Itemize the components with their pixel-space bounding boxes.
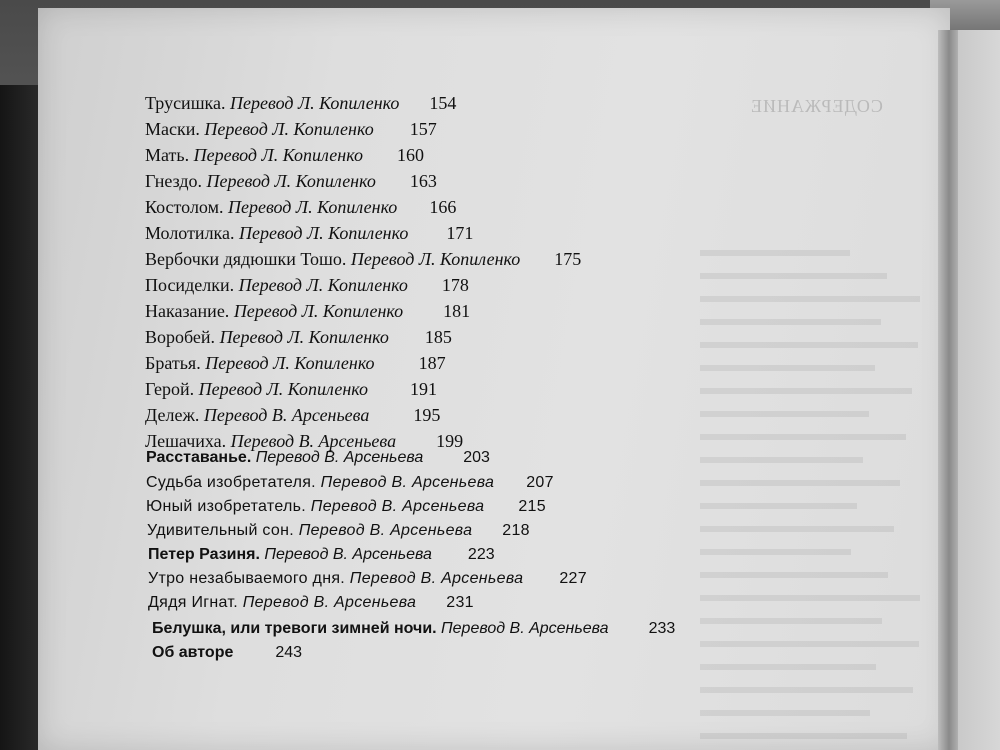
toc-entry-page-number: 199: [436, 431, 464, 451]
toc-entry: [145, 222, 473, 244]
toc-entry-translator: Перевод Л. Копиленко: [205, 353, 375, 373]
toc-entry-translator: Перевод Л. Копиленко: [204, 119, 374, 139]
toc-entry-title: Наказание.: [145, 301, 230, 321]
toc-entry-translator: Перевод В. Арсеньева: [242, 594, 417, 611]
toc-entry-translator: Перевод Л. Копиленко: [238, 275, 408, 295]
bleed-heading: СОДЕРЖАНИЕ: [750, 96, 883, 116]
toc-entry: [145, 118, 437, 140]
toc-entry-title: Белушка, или тревоги зимней ночи.: [152, 620, 437, 637]
toc-entry-page-number: 157: [409, 119, 437, 139]
toc-entry-page-number: 166: [429, 197, 457, 217]
toc-entry-page-number: 175: [554, 249, 582, 269]
toc-entry-translator: Перевод Л. Копиленко: [193, 145, 363, 165]
toc-entry: [145, 352, 446, 374]
toc-entry-page-number: 187: [418, 353, 446, 373]
toc-entry: [145, 92, 456, 114]
toc-entry-title: Юный изобретатель.: [146, 498, 307, 515]
toc-entry-translator: Перевод Л. Копиленко: [350, 249, 521, 269]
toc-entry-title: Судьба изобретателя.: [146, 474, 316, 491]
toc-entry: [145, 300, 470, 322]
toc-entry: [145, 144, 424, 166]
toc-entry: [152, 618, 675, 640]
toc-entry-title: Посиделки.: [145, 275, 235, 295]
toc-entry: [145, 326, 452, 348]
toc-entry-title: Костолом.: [145, 197, 224, 217]
toc-entry-translator: Перевод В. Арсеньева: [255, 449, 424, 466]
toc-entry: [147, 520, 530, 542]
toc-entry: [145, 248, 581, 270]
toc-entry-title: Братья.: [145, 353, 201, 373]
toc-entry-translator: Перевод Л. Копиленко: [239, 223, 409, 243]
toc-entry-title: Герой.: [145, 379, 195, 399]
toc-entry: [146, 447, 490, 469]
toc-entry-title: Гнездо.: [145, 171, 203, 191]
toc-entry-translator: Перевод Л. Копиленко: [198, 379, 369, 399]
toc-entry-title: Молотилка.: [145, 223, 235, 243]
toc-entry-page-number: 233: [648, 620, 676, 637]
toc-entry-page-number: 195: [413, 405, 441, 425]
toc-entry-page-number: 191: [410, 379, 438, 399]
toc-entry-translator: Перевод Л. Копиленко: [227, 197, 398, 217]
toc-entry-translator: Перевод В. Арсеньева: [441, 620, 609, 637]
toc-entry-translator: Перевод Л. Копиленко: [230, 93, 400, 113]
toc-entry-page-number: 181: [443, 301, 471, 321]
toc-entry-translator: Перевод В. Арсеньева: [230, 431, 397, 451]
toc-entry-page-number: 171: [446, 223, 474, 243]
toc-entry-translator: Перевод Л. Копиленко: [219, 327, 389, 347]
toc-entry: [145, 170, 437, 192]
toc-entry-title: Мать.: [145, 145, 190, 165]
toc-entry-title: Дядя Игнат.: [148, 594, 238, 611]
toc-entry-title: Утро незабываемого дня.: [148, 570, 346, 587]
toc-entry: [146, 472, 554, 494]
toc-entry-title: Лешачиха.: [145, 431, 227, 451]
toc-entry-page-number: 178: [441, 275, 469, 295]
toc-entry-page-number: 203: [463, 449, 490, 466]
toc-entry-page-number: 154: [429, 93, 457, 113]
toc-entry: [152, 642, 302, 664]
toc-entry: [145, 378, 437, 400]
toc-entry-translator: Перевод В. Арсеньева: [320, 474, 495, 491]
toc-entry: [146, 496, 546, 518]
toc-entry-title: Дележ.: [145, 405, 200, 425]
toc-entry-translator: Перевод Л. Копиленко: [206, 171, 376, 191]
toc-entry-page-number: 207: [526, 474, 554, 491]
toc-entry-title: Удивительный сон.: [147, 522, 294, 539]
toc-entry-title: Петер Разиня.: [148, 546, 260, 563]
toc-entry: [148, 544, 495, 566]
toc-entry: [145, 404, 440, 426]
toc-entry-translator: Перевод В. Арсеньева: [310, 498, 485, 515]
toc-entry-title: Трусишка.: [145, 93, 226, 113]
toc-entry: [148, 592, 474, 614]
toc-entry-translator: Перевод В. Арсеньева: [349, 570, 524, 587]
toc-entry-translator: Перевод В. Арсеньева: [264, 546, 432, 563]
toc-entry-page-number: 215: [518, 498, 546, 515]
toc-entry-translator: Перевод В. Арсеньева: [203, 405, 370, 425]
toc-entry-page-number: 227: [559, 570, 587, 587]
toc-entry-translator: Перевод В. Арсеньева: [298, 522, 473, 539]
toc-entry-title: Воробей.: [145, 327, 216, 347]
toc-entry: [148, 568, 587, 590]
toc-entry-title: Маски.: [145, 119, 200, 139]
toc-entry-page-number: 223: [467, 546, 495, 563]
toc-entry: [145, 274, 469, 296]
toc-entry-title: Об авторе: [152, 644, 234, 661]
toc-entry: [145, 196, 456, 218]
toc-entry-translator: Перевод Л. Копиленко: [233, 301, 404, 321]
toc-entry-title: Расставанье.: [146, 449, 252, 466]
toc-entry-page-number: 185: [424, 327, 452, 347]
toc-entry-page-number: 243: [275, 644, 303, 661]
toc-entry-page-number: 218: [502, 522, 530, 539]
toc-entry-title: Вербочки дядюшки Тошо.: [145, 249, 347, 269]
toc-entry-page-number: 160: [396, 145, 424, 165]
toc-entry-page-number: 231: [446, 594, 474, 611]
toc-entry-page-number: 163: [409, 171, 437, 191]
